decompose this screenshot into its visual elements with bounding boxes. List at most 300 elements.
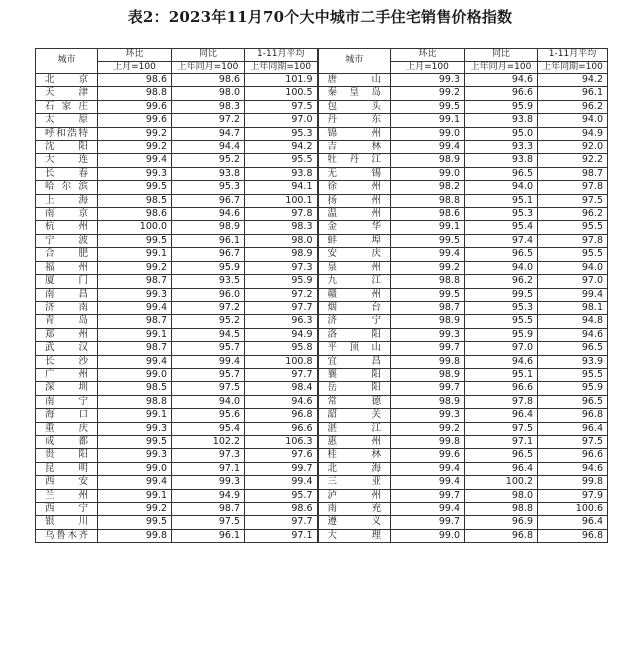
yoy-right-cell: 100.2 bbox=[465, 476, 538, 489]
city-left-cell: 南宁 bbox=[36, 395, 98, 408]
table-row bbox=[36, 221, 608, 234]
mom-left-cell: 99.2 bbox=[98, 127, 172, 140]
mom-left-cell: 100.0 bbox=[98, 221, 172, 234]
yoy-right-cell: 96.4 bbox=[465, 409, 538, 422]
city-left-cell: 杭州 bbox=[36, 221, 98, 234]
yoy-left-cell: 97.2 bbox=[172, 301, 245, 314]
city-right-cell: 三亚 bbox=[318, 476, 391, 489]
table-row bbox=[36, 181, 608, 194]
city-left-cell: 太原 bbox=[36, 114, 98, 127]
avg-left-cell: 97.7 bbox=[245, 516, 318, 529]
yoy-left-cell: 95.9 bbox=[172, 261, 245, 274]
avg-right-cell: 96.6 bbox=[538, 449, 608, 462]
yoy-right-cell: 93.8 bbox=[465, 154, 538, 167]
mom-right-cell: 99.8 bbox=[391, 355, 465, 368]
mom-right-cell: 98.9 bbox=[391, 395, 465, 408]
table-row bbox=[36, 516, 608, 529]
yoy-right-cell: 94.0 bbox=[465, 181, 538, 194]
avg-left-cell: 94.9 bbox=[245, 328, 318, 341]
avg-left-cell: 97.8 bbox=[245, 208, 318, 221]
table-row bbox=[36, 503, 608, 516]
mom-right-cell: 99.4 bbox=[391, 248, 465, 261]
avg-left-cell: 98.9 bbox=[245, 248, 318, 261]
table-row bbox=[36, 435, 608, 448]
table-row bbox=[36, 167, 608, 180]
table-row bbox=[36, 87, 608, 100]
mom-left-cell: 99.5 bbox=[98, 516, 172, 529]
mom-right-cell: 98.7 bbox=[391, 301, 465, 314]
mom-left-cell: 98.5 bbox=[98, 194, 172, 207]
yoy-left-cell: 97.5 bbox=[172, 516, 245, 529]
avg-right-cell: 94.0 bbox=[538, 261, 608, 274]
mom-left-cell: 99.0 bbox=[98, 462, 172, 475]
mom-left-cell: 99.4 bbox=[98, 301, 172, 314]
table-row bbox=[36, 422, 608, 435]
table-body bbox=[36, 74, 608, 543]
yoy-right-cell: 95.9 bbox=[465, 328, 538, 341]
avg-left-cell: 97.2 bbox=[245, 288, 318, 301]
city-left-cell: 郑州 bbox=[36, 328, 98, 341]
mom-left-cell: 98.5 bbox=[98, 382, 172, 395]
avg-right-cell: 94.8 bbox=[538, 315, 608, 328]
avg-left-cell: 100.5 bbox=[245, 87, 318, 100]
avg-left-cell: 95.9 bbox=[245, 275, 318, 288]
yoy-left-cell: 97.3 bbox=[172, 449, 245, 462]
mom-left-cell: 99.2 bbox=[98, 261, 172, 274]
city-left-cell: 长春 bbox=[36, 167, 98, 180]
avg-right-cell: 96.4 bbox=[538, 422, 608, 435]
mom-left-cell: 99.0 bbox=[98, 368, 172, 381]
avg-left-cell: 95.7 bbox=[245, 489, 318, 502]
yoy-right-cell: 95.0 bbox=[465, 127, 538, 140]
mom-right-cell: 99.4 bbox=[391, 462, 465, 475]
yoy-right-cell: 95.1 bbox=[465, 368, 538, 381]
yoy-left-cell: 96.7 bbox=[172, 194, 245, 207]
mom-left-cell: 99.4 bbox=[98, 476, 172, 489]
yoy-left-cell: 97.1 bbox=[172, 462, 245, 475]
city-left-cell: 合肥 bbox=[36, 248, 98, 261]
table-row bbox=[36, 529, 608, 542]
yoy-left-cell: 99.4 bbox=[172, 355, 245, 368]
mom-left-cell: 98.8 bbox=[98, 87, 172, 100]
avg-right-cell: 94.6 bbox=[538, 328, 608, 341]
mom-right-cell: 98.2 bbox=[391, 181, 465, 194]
avg-left-cell: 95.3 bbox=[245, 127, 318, 140]
mom-left-cell: 99.3 bbox=[98, 449, 172, 462]
avg-left-cell: 98.3 bbox=[245, 221, 318, 234]
city-right-cell: 牡丹江 bbox=[318, 154, 391, 167]
city-right-cell: 金华 bbox=[318, 221, 391, 234]
yoy-left-cell: 94.7 bbox=[172, 127, 245, 140]
table-row bbox=[36, 368, 608, 381]
yoy-left-cell: 95.4 bbox=[172, 422, 245, 435]
yoy-left-cell: 97.2 bbox=[172, 114, 245, 127]
yoy-left-cell: 95.2 bbox=[172, 154, 245, 167]
yoy-right-cell: 97.0 bbox=[465, 342, 538, 355]
city-left-cell: 沈阳 bbox=[36, 141, 98, 154]
avg-left-cell: 101.9 bbox=[245, 74, 318, 87]
avg-left-cell: 100.8 bbox=[245, 355, 318, 368]
yoy-left-cell: 94.9 bbox=[172, 489, 245, 502]
yoy-left-cell: 98.6 bbox=[172, 74, 245, 87]
yoy-right-cell: 95.1 bbox=[465, 194, 538, 207]
avg-left-cell: 100.1 bbox=[245, 194, 318, 207]
mom-left-cell: 99.5 bbox=[98, 435, 172, 448]
yoy-left-cell: 96.1 bbox=[172, 529, 245, 542]
city-right-cell: 烟台 bbox=[318, 301, 391, 314]
table-row bbox=[36, 328, 608, 341]
yoy-right-cell: 95.3 bbox=[465, 208, 538, 221]
mom-left-cell: 99.1 bbox=[98, 328, 172, 341]
city-right-cell: 岳阳 bbox=[318, 382, 391, 395]
avg-right-cell: 97.0 bbox=[538, 275, 608, 288]
yoy-right-cell: 98.0 bbox=[465, 489, 538, 502]
mom-right-cell: 99.2 bbox=[391, 422, 465, 435]
city-right-cell: 韶关 bbox=[318, 409, 391, 422]
table-row bbox=[36, 248, 608, 261]
yoy-left-cell: 93.5 bbox=[172, 275, 245, 288]
avg-left-cell: 97.7 bbox=[245, 368, 318, 381]
yoy-left-cell: 94.4 bbox=[172, 141, 245, 154]
avg-right-cell: 96.8 bbox=[538, 529, 608, 542]
mom-right-cell: 99.0 bbox=[391, 529, 465, 542]
yoy-right-cell: 97.1 bbox=[465, 435, 538, 448]
mom-left-cell: 99.3 bbox=[98, 288, 172, 301]
mom-right-cell: 99.1 bbox=[391, 114, 465, 127]
city-left-cell: 银川 bbox=[36, 516, 98, 529]
city-left-cell: 上海 bbox=[36, 194, 98, 207]
city-right-cell: 南充 bbox=[318, 503, 391, 516]
table-row bbox=[36, 275, 608, 288]
mom-right-cell: 98.6 bbox=[391, 208, 465, 221]
city-right-cell: 济宁 bbox=[318, 315, 391, 328]
mom-right-cell: 99.7 bbox=[391, 489, 465, 502]
table-row bbox=[36, 342, 608, 355]
yoy-right-cell: 96.6 bbox=[465, 382, 538, 395]
avg-right-cell: 94.6 bbox=[538, 462, 608, 475]
yoy-left-cell: 98.7 bbox=[172, 503, 245, 516]
mom-right-cell: 99.7 bbox=[391, 516, 465, 529]
city-right-cell: 安庆 bbox=[318, 248, 391, 261]
yoy-left-cell: 95.6 bbox=[172, 409, 245, 422]
yoy-left-cell: 94.5 bbox=[172, 328, 245, 341]
city-left-cell: 南昌 bbox=[36, 288, 98, 301]
avg-right-cell: 93.9 bbox=[538, 355, 608, 368]
avg-right-cell: 97.5 bbox=[538, 194, 608, 207]
avg-right-cell: 96.8 bbox=[538, 409, 608, 422]
city-left-cell: 大连 bbox=[36, 154, 98, 167]
city-right-cell: 蚌埠 bbox=[318, 234, 391, 247]
city-right-cell: 常德 bbox=[318, 395, 391, 408]
avg-right-cell: 97.5 bbox=[538, 435, 608, 448]
yoy-left-cell: 94.6 bbox=[172, 208, 245, 221]
avg-left-cell: 97.1 bbox=[245, 529, 318, 542]
table-row bbox=[36, 208, 608, 221]
yoy-right-cell: 95.4 bbox=[465, 221, 538, 234]
avg-left-cell: 98.6 bbox=[245, 503, 318, 516]
table-row bbox=[36, 315, 608, 328]
yoy-right-cell: 94.0 bbox=[465, 261, 538, 274]
avg-right-cell: 100.6 bbox=[538, 503, 608, 516]
city-right-cell: 泉州 bbox=[318, 261, 391, 274]
city-right-cell: 秦皇岛 bbox=[318, 87, 391, 100]
table-row bbox=[36, 409, 608, 422]
city-left-cell: 海口 bbox=[36, 409, 98, 422]
mom-left-cell: 99.1 bbox=[98, 489, 172, 502]
yoy-left-cell: 96.0 bbox=[172, 288, 245, 301]
city-left-cell: 厦门 bbox=[36, 275, 98, 288]
city-left-cell: 昆明 bbox=[36, 462, 98, 475]
avg-left-cell: 97.3 bbox=[245, 261, 318, 274]
yoy-left-cell: 102.2 bbox=[172, 435, 245, 448]
yoy-left-cell: 97.5 bbox=[172, 382, 245, 395]
city-left-cell: 呼和浩特 bbox=[36, 127, 98, 140]
table-row bbox=[36, 288, 608, 301]
table-row bbox=[36, 462, 608, 475]
city-header: 城市 bbox=[36, 49, 98, 74]
yoy-left-cell: 98.0 bbox=[172, 87, 245, 100]
mom-left-cell: 98.6 bbox=[98, 208, 172, 221]
city-right-cell: 扬州 bbox=[318, 194, 391, 207]
city-left-cell: 青岛 bbox=[36, 315, 98, 328]
avg-right-cell: 99.8 bbox=[538, 476, 608, 489]
mom-right-cell: 99.2 bbox=[391, 87, 465, 100]
mom-right-cell: 98.9 bbox=[391, 154, 465, 167]
yoy-right-cell: 95.5 bbox=[465, 315, 538, 328]
avg-left-cell: 97.6 bbox=[245, 449, 318, 462]
table-row bbox=[36, 141, 608, 154]
yoy-left-cell: 96.1 bbox=[172, 234, 245, 247]
avg-right-cell: 98.7 bbox=[538, 167, 608, 180]
yoy-right-cell: 96.6 bbox=[465, 87, 538, 100]
city-left-cell: 西宁 bbox=[36, 503, 98, 516]
city-left-cell: 武汉 bbox=[36, 342, 98, 355]
avg-right-cell: 96.5 bbox=[538, 342, 608, 355]
table-row bbox=[36, 301, 608, 314]
city-right-cell: 吉林 bbox=[318, 141, 391, 154]
city-right-cell: 徐州 bbox=[318, 181, 391, 194]
avg-header: 1-11月平均 bbox=[245, 49, 318, 62]
table-row bbox=[36, 449, 608, 462]
yoy-right-cell: 96.5 bbox=[465, 248, 538, 261]
mom-right-cell: 99.8 bbox=[391, 435, 465, 448]
avg-right-cell: 92.2 bbox=[538, 154, 608, 167]
mom-left-cell: 99.6 bbox=[98, 100, 172, 113]
mom-left-cell: 98.7 bbox=[98, 342, 172, 355]
city-right-cell: 洛阳 bbox=[318, 328, 391, 341]
table-row bbox=[36, 489, 608, 502]
yoy-right-cell: 95.3 bbox=[465, 301, 538, 314]
city-right-cell: 包头 bbox=[318, 100, 391, 113]
mom-right-cell: 99.3 bbox=[391, 74, 465, 87]
mom-subheader-right: 上月=100 bbox=[391, 61, 465, 74]
mom-right-cell: 99.1 bbox=[391, 221, 465, 234]
avg-left-cell: 98.0 bbox=[245, 234, 318, 247]
mom-right-cell: 98.8 bbox=[391, 275, 465, 288]
city-right-cell: 惠州 bbox=[318, 435, 391, 448]
city-left-cell: 福州 bbox=[36, 261, 98, 274]
yoy-right-cell: 96.9 bbox=[465, 516, 538, 529]
table-row bbox=[36, 234, 608, 247]
yoy-header-right: 同比 bbox=[465, 49, 538, 62]
yoy-left-cell: 99.3 bbox=[172, 476, 245, 489]
yoy-right-cell: 98.8 bbox=[465, 503, 538, 516]
mom-left-cell: 99.1 bbox=[98, 248, 172, 261]
yoy-left-cell: 95.3 bbox=[172, 181, 245, 194]
city-right-cell: 平顶山 bbox=[318, 342, 391, 355]
avg-right-cell: 96.1 bbox=[538, 87, 608, 100]
yoy-left-cell: 95.7 bbox=[172, 342, 245, 355]
city-left-cell: 贵阳 bbox=[36, 449, 98, 462]
avg-right-cell: 95.5 bbox=[538, 368, 608, 381]
yoy-left-cell: 98.3 bbox=[172, 100, 245, 113]
city-right-cell: 桂林 bbox=[318, 449, 391, 462]
city-right-cell: 襄阳 bbox=[318, 368, 391, 381]
city-left-cell: 重庆 bbox=[36, 422, 98, 435]
yoy-right-cell: 96.4 bbox=[465, 462, 538, 475]
city-right-cell: 无锡 bbox=[318, 167, 391, 180]
city-left-cell: 长沙 bbox=[36, 355, 98, 368]
city-right-cell: 温州 bbox=[318, 208, 391, 221]
city-right-cell: 北海 bbox=[318, 462, 391, 475]
table-row bbox=[36, 114, 608, 127]
avg-left-cell: 97.0 bbox=[245, 114, 318, 127]
yoy-left-cell: 95.7 bbox=[172, 368, 245, 381]
mom-left-cell: 99.8 bbox=[98, 529, 172, 542]
city-right-cell: 宜昌 bbox=[318, 355, 391, 368]
city-right-cell: 泸州 bbox=[318, 489, 391, 502]
city-left-cell: 兰州 bbox=[36, 489, 98, 502]
avg-right-cell: 95.9 bbox=[538, 382, 608, 395]
mom-right-cell: 98.9 bbox=[391, 315, 465, 328]
mom-right-cell: 99.3 bbox=[391, 409, 465, 422]
mom-right-cell: 98.8 bbox=[391, 194, 465, 207]
avg-left-cell: 97.7 bbox=[245, 301, 318, 314]
avg-right-cell: 94.2 bbox=[538, 74, 608, 87]
yoy-right-cell: 93.8 bbox=[465, 114, 538, 127]
avg-left-cell: 99.4 bbox=[245, 476, 318, 489]
yoy-header: 同比 bbox=[172, 49, 245, 62]
avg-left-cell: 98.4 bbox=[245, 382, 318, 395]
city-right-cell: 唐山 bbox=[318, 74, 391, 87]
yoy-right-cell: 94.6 bbox=[465, 74, 538, 87]
yoy-subheader-right: 上年同月=100 bbox=[465, 61, 538, 74]
avg-left-cell: 94.6 bbox=[245, 395, 318, 408]
table-row bbox=[36, 355, 608, 368]
table-row bbox=[36, 261, 608, 274]
yoy-left-cell: 96.7 bbox=[172, 248, 245, 261]
mom-right-cell: 99.2 bbox=[391, 261, 465, 274]
mom-left-cell: 98.7 bbox=[98, 315, 172, 328]
mom-left-cell: 99.1 bbox=[98, 409, 172, 422]
table-row bbox=[36, 476, 608, 489]
avg-right-cell: 94.0 bbox=[538, 114, 608, 127]
mom-right-cell: 99.4 bbox=[391, 476, 465, 489]
mom-subheader: 上月=100 bbox=[98, 61, 172, 74]
yoy-right-cell: 94.6 bbox=[465, 355, 538, 368]
mom-left-cell: 99.3 bbox=[98, 422, 172, 435]
mom-left-cell: 99.2 bbox=[98, 141, 172, 154]
yoy-left-cell: 93.8 bbox=[172, 167, 245, 180]
city-right-cell: 遵义 bbox=[318, 516, 391, 529]
avg-right-cell: 97.8 bbox=[538, 181, 608, 194]
avg-subheader-right: 上年同期=100 bbox=[538, 61, 608, 74]
avg-subheader: 上年同期=100 bbox=[245, 61, 318, 74]
table-row bbox=[36, 74, 608, 87]
city-header-right: 城市 bbox=[318, 49, 391, 74]
table-row bbox=[36, 100, 608, 113]
city-left-cell: 宁波 bbox=[36, 234, 98, 247]
table-row bbox=[36, 382, 608, 395]
mom-left-cell: 98.8 bbox=[98, 395, 172, 408]
yoy-right-cell: 97.8 bbox=[465, 395, 538, 408]
avg-header-right: 1-11月平均 bbox=[538, 49, 608, 62]
avg-right-cell: 96.2 bbox=[538, 208, 608, 221]
city-left-cell: 南京 bbox=[36, 208, 98, 221]
yoy-right-cell: 97.5 bbox=[465, 422, 538, 435]
avg-left-cell: 93.8 bbox=[245, 167, 318, 180]
table-row bbox=[36, 127, 608, 140]
mom-right-cell: 99.3 bbox=[391, 328, 465, 341]
mom-right-cell: 99.0 bbox=[391, 167, 465, 180]
yoy-left-cell: 94.0 bbox=[172, 395, 245, 408]
city-left-cell: 哈尔滨 bbox=[36, 181, 98, 194]
mom-right-cell: 99.6 bbox=[391, 449, 465, 462]
yoy-subheader: 上年同月=100 bbox=[172, 61, 245, 74]
avg-right-cell: 97.9 bbox=[538, 489, 608, 502]
mom-right-cell: 99.7 bbox=[391, 342, 465, 355]
table-title: 表2：2023年11月70个大中城市二手住宅销售价格指数 bbox=[127, 8, 513, 26]
table-row bbox=[36, 395, 608, 408]
city-left-cell: 北京 bbox=[36, 74, 98, 87]
avg-right-cell: 95.5 bbox=[538, 221, 608, 234]
avg-right-cell: 92.0 bbox=[538, 141, 608, 154]
mom-left-cell: 99.4 bbox=[98, 355, 172, 368]
avg-left-cell: 106.3 bbox=[245, 435, 318, 448]
mom-right-cell: 99.5 bbox=[391, 100, 465, 113]
city-left-cell: 成都 bbox=[36, 435, 98, 448]
city-right-cell: 锦州 bbox=[318, 127, 391, 140]
yoy-right-cell: 97.4 bbox=[465, 234, 538, 247]
mom-header-right: 环比 bbox=[391, 49, 465, 62]
city-left-cell: 广州 bbox=[36, 368, 98, 381]
mom-header: 环比 bbox=[98, 49, 172, 62]
yoy-right-cell: 96.2 bbox=[465, 275, 538, 288]
header-row-top bbox=[36, 49, 608, 62]
avg-right-cell: 98.1 bbox=[538, 301, 608, 314]
avg-left-cell: 97.5 bbox=[245, 100, 318, 113]
city-left-cell: 西安 bbox=[36, 476, 98, 489]
mom-right-cell: 99.5 bbox=[391, 234, 465, 247]
mom-left-cell: 99.6 bbox=[98, 114, 172, 127]
table-row bbox=[36, 194, 608, 207]
avg-left-cell: 96.8 bbox=[245, 409, 318, 422]
avg-left-cell: 95.5 bbox=[245, 154, 318, 167]
mom-left-cell: 98.6 bbox=[98, 74, 172, 87]
city-right-cell: 大理 bbox=[318, 529, 391, 542]
mom-right-cell: 99.4 bbox=[391, 503, 465, 516]
city-left-cell: 济南 bbox=[36, 301, 98, 314]
city-left-cell: 天津 bbox=[36, 87, 98, 100]
city-left-cell: 深圳 bbox=[36, 382, 98, 395]
avg-left-cell: 95.8 bbox=[245, 342, 318, 355]
yoy-left-cell: 95.2 bbox=[172, 315, 245, 328]
yoy-right-cell: 95.9 bbox=[465, 100, 538, 113]
avg-left-cell: 96.6 bbox=[245, 422, 318, 435]
mom-right-cell: 99.7 bbox=[391, 382, 465, 395]
yoy-right-cell: 96.8 bbox=[465, 529, 538, 542]
table-row bbox=[36, 154, 608, 167]
